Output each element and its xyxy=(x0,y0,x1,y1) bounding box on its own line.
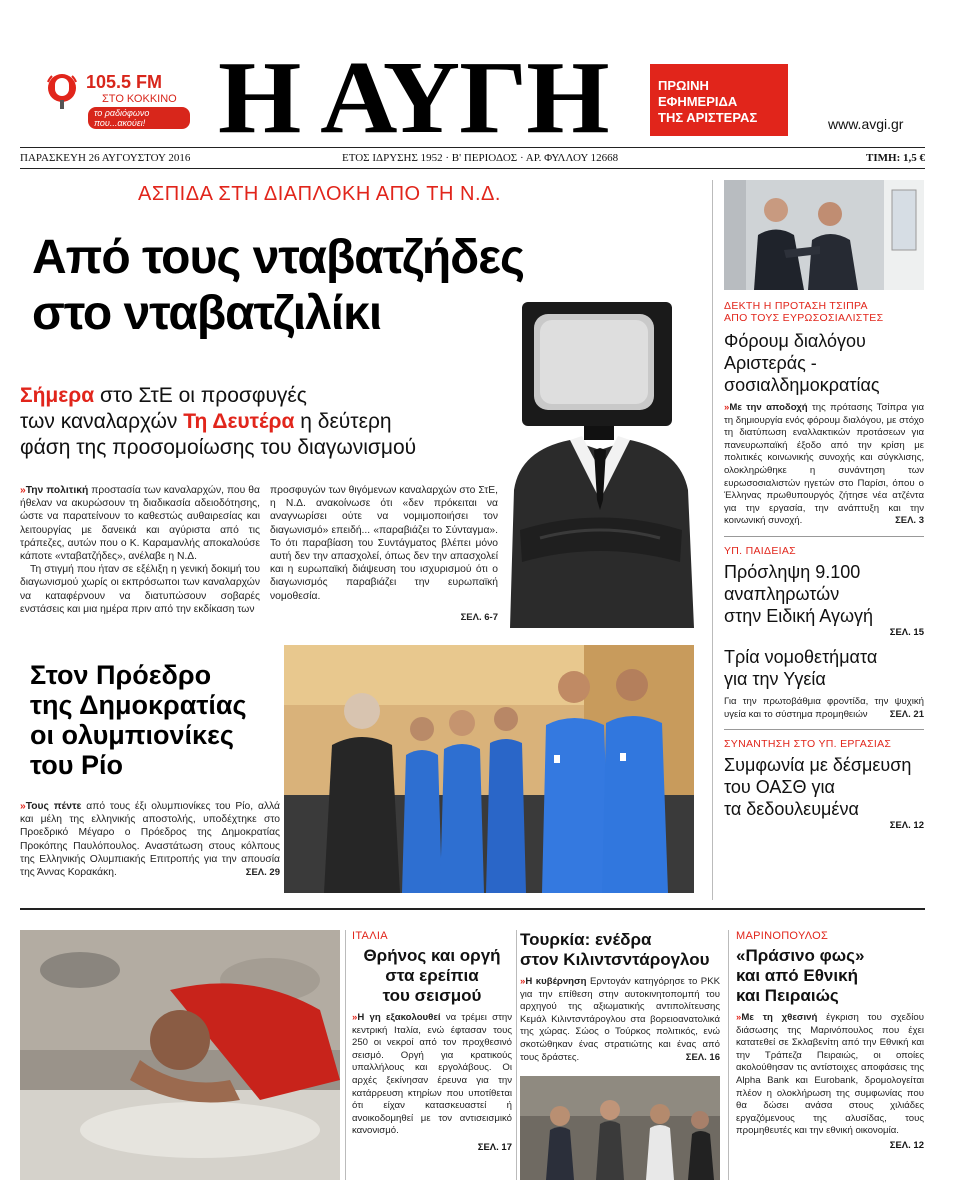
column-rule xyxy=(728,930,729,1180)
body-text: Ερντογάν κατηγόρησε το ΡΚΚ για την επίθεση στην αυτοκινητοπομπή του αρχηγού της αξιωματικής αντιπολίτευσης Κεμάλ Κιλιντσντάρογλου στα βορειοανατολικά της χώρας. Σώος ο Τούρκος πολιτικός, ενώ σκοτώθηκαν ένας στρατιώτης και ένας από τους δράστες. xyxy=(520,976,720,1063)
divider xyxy=(724,729,924,730)
issue-info: ΕΤΟΣ ΙΔΡΥΣΗΣ 1952 · Β' ΠΕΡΙΟΔΟΣ · ΑΡ. ΦΥΛΛΟΥ 12668 xyxy=(342,152,619,164)
radio-frequency: 105.5 FM xyxy=(86,72,163,92)
tsipras-hollande-photo xyxy=(724,180,924,290)
lead-body-column-1 xyxy=(20,484,260,616)
story-body xyxy=(724,696,924,721)
story-kicker: ΣΥΝΑΝΤΗΣΗ ΣΤΟ ΥΠ. ΕΡΓΑΣΙΑΣ xyxy=(724,738,892,751)
page-reference: ΣΕΛ. 21 xyxy=(889,708,924,720)
issue-date: ΠΑΡΑΣΚΕΥΗ 26 ΑΥΓΟΥΣΤΟΥ 2016 xyxy=(20,152,191,164)
title-line: Θρήνος και οργή xyxy=(363,946,501,965)
subhead-highlight: Σήμερα xyxy=(20,384,95,407)
story-body xyxy=(736,1012,924,1138)
story-body xyxy=(352,1012,512,1138)
story-body xyxy=(520,976,720,1064)
olympians-body xyxy=(20,800,280,879)
page-reference: ΣΕΛ. 17 xyxy=(477,1141,512,1153)
body-lead-in: Τους πέντε xyxy=(25,801,82,812)
title-line: «Πράσινο φως» xyxy=(736,946,865,965)
radio-ad[interactable] xyxy=(40,66,190,128)
body-text: Τη στιγμή που ήταν σε εξέλιξη η γενική δοκιμή του διαγωνισμού χωρίς οι εκπρόσωποι των καναλαρχών να καταφέρνουν να διατυπώσουν σοβαρές ενστάσεις και μια ημέρα πριν από την εκδίκαση των xyxy=(20,564,260,615)
arrow-icon: » xyxy=(20,485,26,496)
arrow-icon: » xyxy=(736,1012,742,1023)
story-title[interactable] xyxy=(736,946,924,1006)
title-line: Συμφωνία με δέσμευση xyxy=(724,755,912,776)
body-text: από τους έξι ολυμπιονίκες του Ρίο, αλλά και μέλη της ελληνικής αποστολής, υποδέχτηκε στο Προεδρικό Μέγαρο ο Πρόεδρος της Δημοκρατίας Προκόπης Παυλόπουλος. Αναστάτωση στους κόλπους της Ελληνικής Ολυμπιακής Επιτροπής για την απουσία της Άννας Κορακάκη. xyxy=(20,801,280,879)
lead-kicker: ΑΣΠΙΔΑ ΣΤΗ ΔΙΑΠΛΟΚΗ ΑΠΟ ΤΗ Ν.Δ. xyxy=(138,183,501,205)
page-reference: ΣΕΛ. 12 xyxy=(889,820,924,832)
title-line: Στον Πρόεδρο xyxy=(30,660,212,690)
body-lead-in: Την πολιτική xyxy=(25,485,89,496)
body-text: έγκριση του σχεδίου διάσωσης της Μαρινόπουλος που έχει κατατεθεί σε Σκλαβενίτη από την Εθνική και την Τράπεζα Πειραιώς, οι οποίες ακολούθησαν τις αντίστοιχες αποφάσεις της Alpha Bank και Eurobank, δρομολογείται πλέον η ολοκλήρωση της συμφωνίας που θα δώσει ανάσα στους χιλιάδες εργαζόμενους της αλυσίδας, τους προμηθευτές και την εθνική οικονομία. xyxy=(736,1012,924,1137)
body-lead-in: Με την αποδοχή xyxy=(729,402,808,413)
title-line: Τρία νομοθετήματα xyxy=(724,646,878,667)
arrow-icon: » xyxy=(724,402,730,413)
title-line: για την Υγεία xyxy=(724,668,826,689)
radio-slogan: το ραδιόφωνο που...ακούει! xyxy=(88,107,190,129)
page-reference: ΣΕΛ. 6-7 xyxy=(460,611,498,623)
body-lead-in: Η γη εξακολουθεί xyxy=(357,1012,441,1023)
title-line: τα δεδουλευμένα xyxy=(724,799,859,820)
story-title[interactable] xyxy=(724,646,924,690)
earthquake-photo xyxy=(20,930,340,1180)
title-line: του Ρίο xyxy=(30,750,124,780)
body-text: της πρότασης Τσίπρα για τη δημιουργία ενός φόρουμ διαλόγου, με στόχο τη διατύπωση εναλλακτικών προτάσεων για πανευρωπαϊκή έξοδο από την κρίση με πολιτικές κοινωνικής συνοχής και σύγκλισης, ολοκληρώθηκε η συνάντηση των ευρωσοσιαλιστών ηγετών στο Παρίσι, όπου ο Έλληνας πρωθυπουργός ζήτησε νέα ατζέντα για την εργασία, την ανάπτυξη και την κοινωνική συνοχή. xyxy=(724,402,924,527)
title-line: Τουρκία: ενέδρα xyxy=(520,930,652,949)
title-line: Αριστεράς - xyxy=(724,353,817,373)
turkey-story xyxy=(520,930,720,1064)
column-rule xyxy=(712,180,713,900)
title-line: στον Κιλιντσντάρογλου xyxy=(520,950,710,969)
subhead-text: στο ΣτΕ οι προσφυγές xyxy=(94,384,307,407)
story-kicker: ΙΤΑΛΙΑ xyxy=(352,930,388,942)
title-line: της Δημοκρατίας xyxy=(30,690,247,720)
radio-station: ΣΤΟ ΚΟΚΚΙΝΟ xyxy=(102,93,177,105)
tagline-box xyxy=(650,64,788,136)
column-rule xyxy=(516,930,517,1180)
story-title[interactable] xyxy=(352,946,512,1006)
title-line: στα ερείπια xyxy=(385,966,479,985)
lead-subhead xyxy=(20,383,490,461)
tagline-line: ΤΗΣ ΑΡΙΣΤΕΡΑΣ xyxy=(658,110,758,125)
body-lead-in: Η κυβέρνηση xyxy=(525,976,587,987)
story-kicker: ΔΕΚΤΗ Η ΠΡΟΤΑΣΗ ΤΣΙΠΡΑ xyxy=(724,300,868,312)
olympians-photo xyxy=(284,645,694,893)
story-title[interactable] xyxy=(724,561,924,627)
story-title[interactable] xyxy=(724,330,924,396)
tv-head-man-photo xyxy=(500,300,700,628)
title-line: και Πειραιώς xyxy=(736,986,839,1005)
subhead-text: η δεύτερη xyxy=(294,410,392,433)
turkey-photo xyxy=(520,1076,720,1180)
body-text: προστασία των καναλαρχών, που θα ήθελαν να ακυρώσουν τη διαδικασία αδειοδότησης, ώστε να παρατείνουν το καθεστώς αυθαιρεσίας και λειτουργίας με δανεικά και αγύριστα από τις τράπεζες, αυτών που ο Κ. Καραμανλής αποκαλούσε κάποτε «νταβατζήδες», ανέλαβε η Ν.Δ. xyxy=(20,485,260,563)
page-reference: ΣΕΛ. 15 xyxy=(889,626,924,638)
olympians-headline[interactable] xyxy=(30,660,290,780)
marinopoulos-story xyxy=(736,930,924,1151)
story-title[interactable] xyxy=(724,754,924,820)
page-reference: ΣΕΛ. 29 xyxy=(245,867,280,879)
subhead-text: των καναλαρχών xyxy=(20,410,184,433)
italy-story xyxy=(352,930,512,1153)
title-line: του ΟΑΣΘ για xyxy=(724,777,835,798)
website-link[interactable]: www.avgi.gr xyxy=(828,116,904,132)
story-title[interactable] xyxy=(520,930,720,970)
tagline-line: ΠΡΩΙΝΗ xyxy=(658,78,709,93)
story-kicker: ΜΑΡΙΝΟΠΟΥΛΟΣ xyxy=(736,930,829,942)
body-text: Για την πρωτοβάθμια φροντίδα, την ψυχική υγεία και το σύστημα προμηθειών xyxy=(724,695,924,720)
issue-price: ΤΙΜΗ: 1,5 € xyxy=(866,152,925,164)
arrow-icon: » xyxy=(520,976,526,987)
title-line: Φόρουμ διαλόγου xyxy=(724,331,866,351)
lead-body-column-2 xyxy=(270,484,498,624)
arrow-icon: » xyxy=(20,801,26,812)
microphone-icon xyxy=(40,70,84,114)
right-column xyxy=(724,300,924,831)
tagline-line: ΕΦΗΜΕΡΙΔΑ xyxy=(658,94,738,109)
dateline-bar xyxy=(20,147,925,169)
title-line: και από Εθνική xyxy=(736,966,858,985)
story-kicker: ΥΠ. ΠΑΙΔΕΙΑΣ xyxy=(724,544,796,557)
headline-line: στο νταβατζιλίκι xyxy=(32,287,382,340)
story-kicker: ΑΠΟ ΤΟΥΣ ΕΥΡΩΣΟΣΙΑΛΙΣΤΕΣ xyxy=(724,312,884,324)
subhead-text: φάση της προσομοίωσης του διαγωνισμού xyxy=(20,436,417,459)
title-line: του σεισμού xyxy=(382,986,482,1005)
body-text: προσφυγών των θιγόμενων καναλαρχών στο ΣτΕ, η Ν.Δ. ανακοίνωσε ότι «δεν πρόκειται να αναγνωρίσει ούτε να νομιμοποιήσει τον διαγωνισμό» επειδή... «παραβιάζει το Σύνταγμα». Το ότι παραβίαση του Συντάγματος βλέπει μόνο αυτή δεν την απασχολεί, όπως δεν την απασχολεί και η ευρωπαϊκή διάψευση του ισχυρισμού ότι ο διαγωνισμός παραβιάζει την ευρωπαϊκή νομοθεσία. xyxy=(270,485,498,602)
headline-line: Από τους νταβατζήδες xyxy=(32,231,525,284)
story-body xyxy=(724,402,924,528)
body-text: να τρέμει στην κεντρική Ιταλία, ενώ έφτασαν τους 250 οι νεκροί από τον προχθεσινό σεισμό. Οργή για κρατικούς υπαλλήλους και εργολάβους. Οι αρχές ξεκίνησαν έρευνα για την κατάρρευση κτηρίων που υποτίθεται ότι είχαν κατασκευαστεί ή ανοικοδομηθεί με τον αντισεισμικό κανονισμό. xyxy=(352,1012,512,1137)
arrow-icon: » xyxy=(352,1012,358,1023)
divider xyxy=(724,536,924,537)
subhead-highlight: Τη Δευτέρα xyxy=(183,410,295,433)
title-line: στην Ειδική Αγωγή xyxy=(724,605,874,626)
title-line: σοσιαλδημοκρατίας xyxy=(724,375,880,395)
page-reference: ΣΕΛ. 12 xyxy=(889,1139,924,1151)
page-reference: ΣΕΛ. 16 xyxy=(685,1051,720,1063)
section-divider xyxy=(20,908,925,910)
title-line: οι ολυμπιονίκες xyxy=(30,720,234,750)
column-rule xyxy=(345,930,346,1180)
title-line: αναπληρωτών xyxy=(724,583,840,604)
page-reference: ΣΕΛ. 3 xyxy=(895,515,924,527)
title-line: Πρόσληψη 9.100 xyxy=(724,561,861,582)
newspaper-title: Η ΑΥΓΗ xyxy=(218,40,609,155)
body-lead-in: Με τη χθεσινή xyxy=(741,1012,818,1023)
